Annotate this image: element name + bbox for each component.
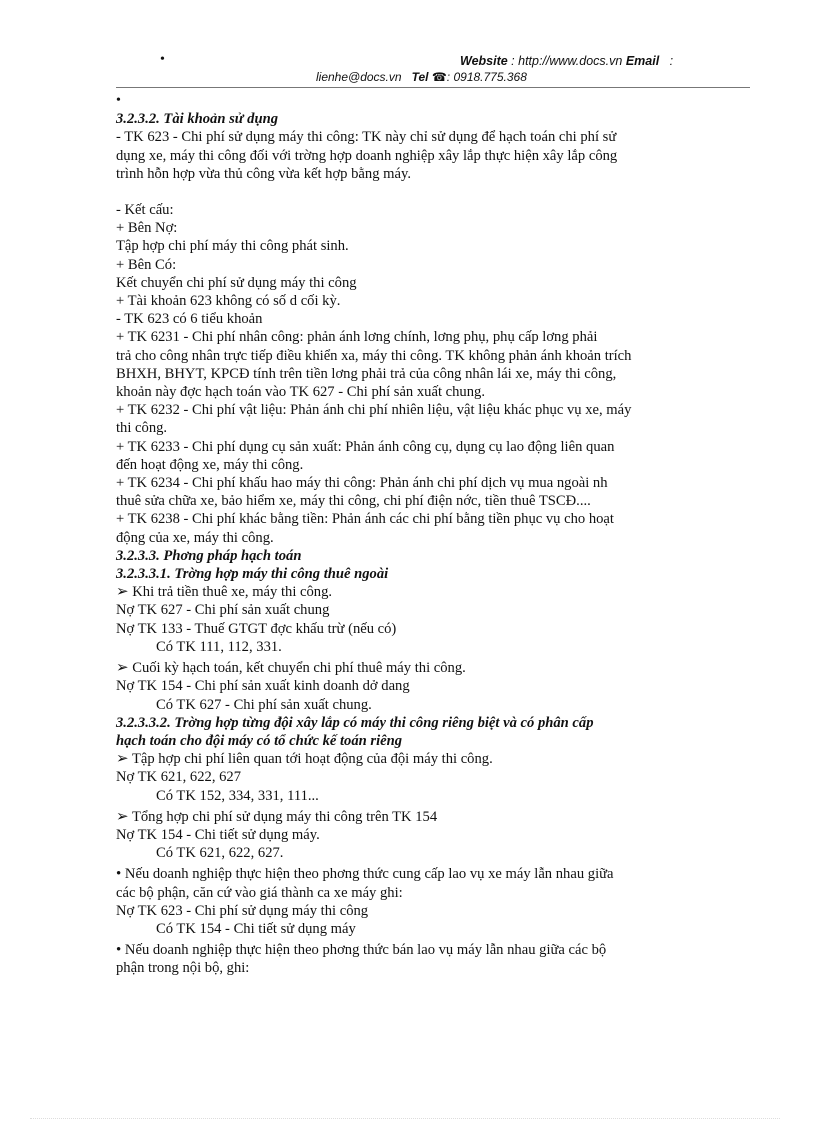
dot-item-text: Nếu doanh nghiệp thực hiện theo phơng thức cung cấp lao vụ xe máy lẫn nhau giữa — [124, 866, 614, 883]
paragraph-line: trình hỗn hợp vừa thủ công vừa kết hợp bằng máy. — [116, 165, 411, 182]
paragraph-line: phận trong nội bộ, ghi: — [116, 960, 250, 977]
paragraph-line: trả cho công nhân trực tiếp điều khiển xa, máy thi công. TK không phản ánh khoản trích — [116, 347, 632, 364]
arrow-item-text: Cuối kỳ hạch toán, kết chuyển chi phí thuê máy thi công. — [132, 660, 466, 677]
paragraph-line: - TK 623 - Chi phí sử dụng máy thi công: TK này chỉ sử dụng để hạch toán chi phí sử — [116, 129, 617, 146]
arrow-bullet-icon: ➢ — [116, 808, 129, 825]
arrow-item — [116, 583, 748, 601]
paragraph-line: - Kết cấu: — [116, 202, 174, 219]
paragraph-line: + TK 6238 - Chi phí khác bằng tiền: Phản ánh các chi phí bằng tiền phục vụ cho hoạt — [116, 511, 614, 528]
website-label: Website — [460, 54, 508, 68]
arrow-item — [116, 750, 748, 768]
entry-line-credit: Có TK 627 - Chi phí sản xuất chung. — [156, 696, 372, 713]
header-rule — [116, 87, 750, 88]
paragraph-line: + TK 6233 - Chi phí dụng cụ sản xuất: Phản ánh công cụ, dụng cụ lao động liên quan — [116, 438, 615, 455]
arrow-item — [116, 659, 748, 677]
arrow-item-text: Khi trả tiền thuê xe, máy thi công. — [132, 584, 333, 601]
paragraph-line: BHXH, BHYT, KPCĐ tính trên tiền lơng phải trả của công nhân lái xe, máy thi công, — [116, 365, 617, 382]
paragraph-line: thi công. — [116, 420, 168, 437]
paragraph-line: đến hoạt động xe, máy thi công. — [116, 456, 304, 473]
dot-item-text: Nếu doanh nghiệp thực hiện theo phơng thức bán lao vụ máy lẫn nhau giữa các bộ — [124, 942, 607, 959]
paragraph-line: khoản này đợc hạch toán vào TK 627 - Chi phí sản xuất chung. — [116, 384, 485, 401]
tel-label: Tel — [411, 70, 429, 84]
arrow-bullet-icon: ➢ — [116, 751, 129, 768]
document-body — [116, 92, 748, 978]
entry-line-credit: Có TK 111, 112, 331. — [156, 638, 282, 655]
footer-rule — [30, 1118, 780, 1119]
arrow-bullet-icon: ➢ — [116, 584, 129, 601]
spacer — [116, 183, 748, 201]
dot-item — [116, 941, 748, 959]
entry-line: Nợ TK 623 - Chi phí sử dụng máy thi công — [116, 902, 369, 919]
paragraph-line: + Bên Nợ: — [116, 220, 178, 237]
subsection-heading: 3.2.3.3.1. Trờng hợp máy thi công thuê ngoài — [116, 566, 389, 583]
entry-line-credit: Có TK 152, 334, 331, 111... — [156, 787, 319, 804]
subsection-heading: 3.2.3.3.2. Trờng hợp từng đội xây lắp có máy thi công riêng biệt và có phân cấp — [116, 714, 594, 731]
entry-line: Nợ TK 154 - Chi tiết sử dụng máy. — [116, 826, 320, 843]
paragraph-line: động của xe, máy thi công. — [116, 529, 274, 546]
paragraph-line: các bộ phận, căn cứ vào giá thành ca xe máy ghi: — [116, 884, 403, 901]
paragraph-line: + TK 6234 - Chi phí khấu hao máy thi công: Phản ánh chi phí dịch vụ mua ngoài nh — [116, 475, 608, 492]
arrow-item-text: Tập hợp chi phí liên quan tới hoạt động của đội máy thi công. — [131, 751, 493, 768]
entry-line-credit: Có TK 621, 622, 627. — [156, 845, 284, 862]
email-label: Email — [625, 54, 660, 68]
website-url[interactable]: http://www.docs.vn — [518, 54, 623, 68]
paragraph-line: Kết chuyển chi phí sử dụng máy thi công — [116, 274, 357, 291]
section-heading: 3.2.3.2. Tài khoản sử dụng — [116, 111, 279, 128]
email-sep: : — [666, 54, 674, 68]
section-heading: 3.2.3.3. Phơng pháp hạch toán — [116, 547, 302, 564]
dot-item — [116, 865, 748, 883]
arrow-item — [116, 808, 748, 826]
header-website-line — [460, 54, 673, 68]
paragraph-line: thuê sửa chữa xe, bảo hiểm xe, máy thi công, chi phí điện nớc, tiền thuê TSCĐ.... — [116, 493, 591, 510]
paragraph-line: Tập hợp chi phí máy thi công phát sinh. — [116, 238, 349, 255]
dot-bullet-icon: • — [116, 942, 122, 959]
bullet-marker: • — [116, 93, 121, 108]
entry-line: Nợ TK 133 - Thuế GTGT đợc khấu trừ (nếu có) — [116, 620, 397, 637]
arrow-bullet-icon: ➢ — [116, 660, 129, 677]
entry-line-credit: Có TK 154 - Chi tiết sử dụng máy — [156, 920, 356, 937]
subsection-heading: hạch toán cho đội máy có tổ chức kế toán riêng — [116, 732, 403, 749]
header-contact-line — [316, 70, 527, 84]
phone-icon: ☎ — [431, 70, 447, 84]
arrow-item-text: Tổng hợp chi phí sử dụng máy thi công trên TK 154 — [131, 808, 438, 825]
entry-line: Nợ TK 154 - Chi phí sản xuất kinh doanh dở dang — [116, 678, 410, 695]
website-sep: : — [507, 54, 519, 68]
header-bullet: • — [160, 52, 165, 67]
paragraph-line: dụng xe, máy thi công đối với trờng hợp doanh nghiệp xây lắp thực hiện xây lắp công — [116, 147, 618, 164]
entry-line: Nợ TK 621, 622, 627 — [116, 769, 242, 786]
paragraph-line: + TK 6232 - Chi phí vật liệu: Phản ánh chi phí nhiên liệu, vật liệu khác phục vụ xe, máy — [116, 402, 632, 419]
paragraph-line: + Bên Có: — [116, 256, 177, 273]
email-address[interactable]: lienhe@docs.vn — [316, 70, 402, 84]
tel-value: : 0918.775.368 — [446, 70, 527, 84]
paragraph-line: + Tài khoản 623 không có số d cối kỳ. — [116, 293, 341, 310]
entry-line: Nợ TK 627 - Chi phí sản xuất chung — [116, 602, 330, 619]
paragraph-line: + TK 6231 - Chi phí nhân công: phản ánh lơng chính, lơng phụ, phụ cấp lơng phải — [116, 329, 598, 346]
paragraph-line: - TK 623 có 6 tiểu khoản — [116, 311, 263, 328]
dot-bullet-icon: • — [116, 866, 122, 883]
